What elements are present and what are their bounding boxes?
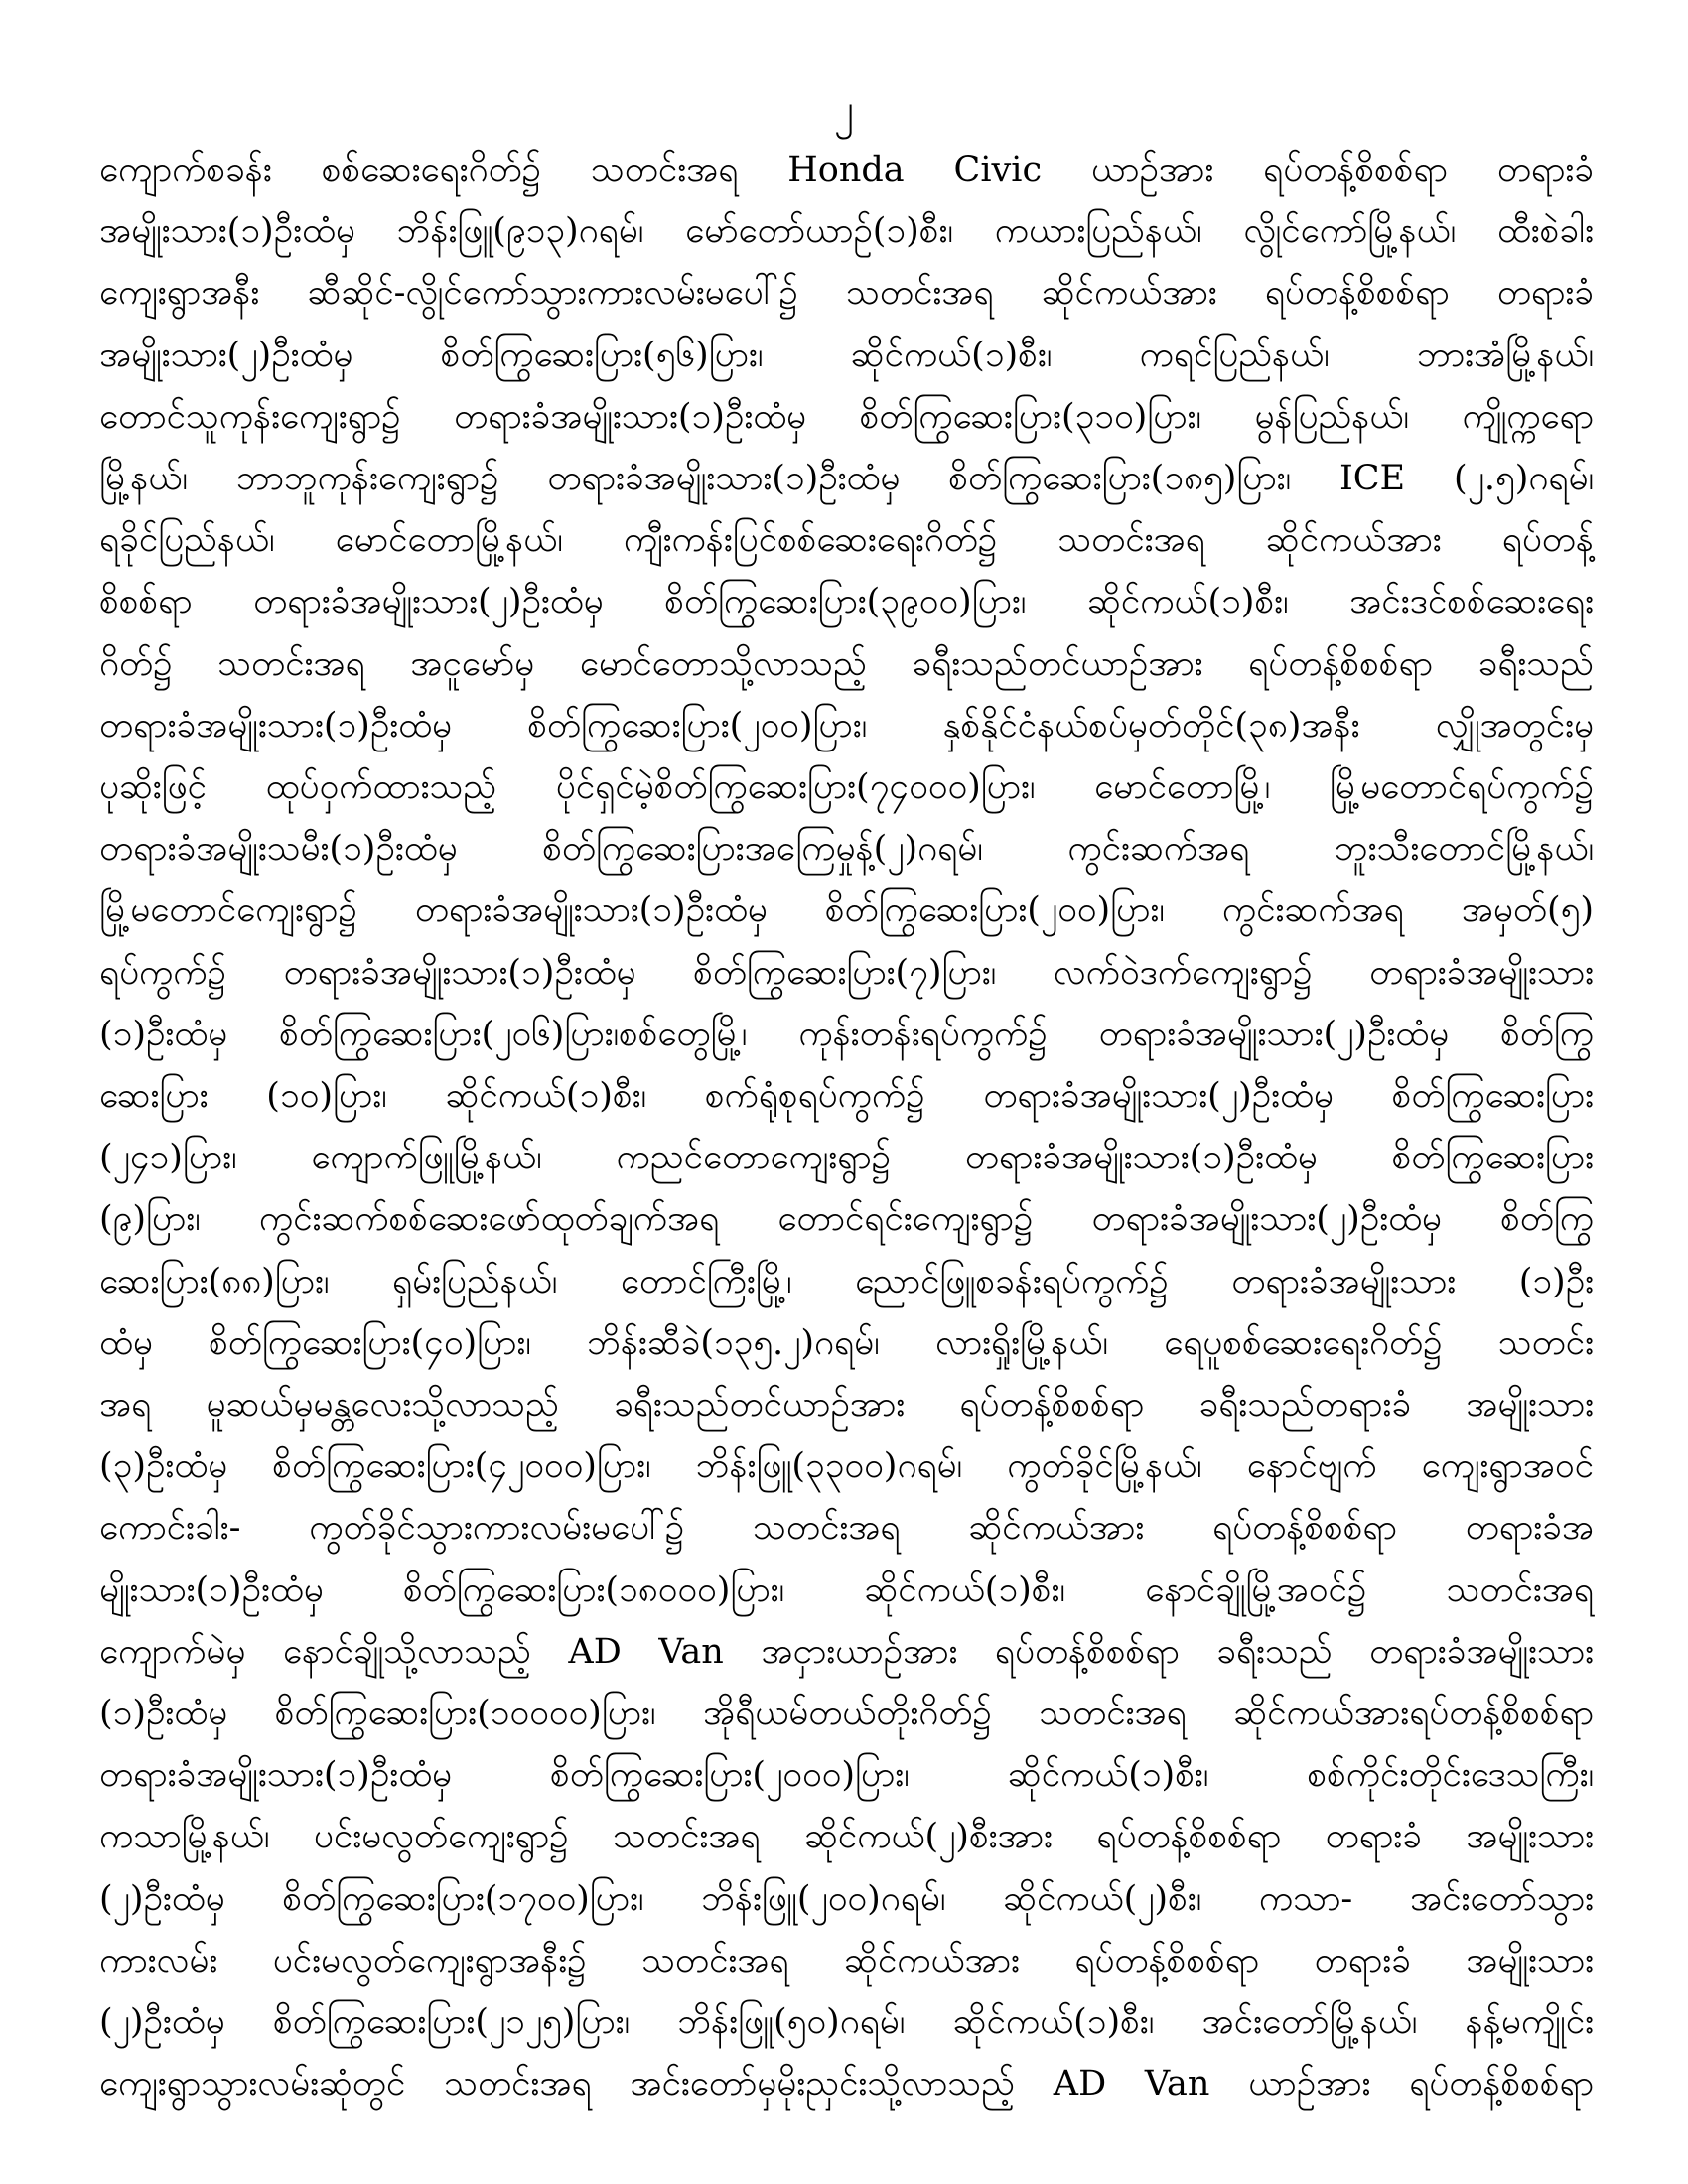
text-line: ပုဆိုးဖြင့် ထုပ်ဝှက်ထားသည့် ပိုင်ရှင်မဲ့စိတ်ကြွဆေးပြား(၇၄၀၀၀)ပြား၊ မောင်တောမြို့၊ မြို့မတောင်ရပ်ကွက်၌ (99, 767, 1594, 808)
text-line: ဆေးပြား (၁၀)ပြား၊ ဆိုင်ကယ်(၁)စီး၊ စက်ရုံစုရပ်ကွက်၌ တရားခံအမျိုးသား(၂)ဦးထံမှ စိတ်ကြွဆေးပြား (99, 1076, 1594, 1117)
text-line: မြို့နယ်၊ ဘာဘူကုန်းကျေးရွာ၌ တရားခံအမျိုးသား(၁)ဦးထံမှ စိတ်ကြွဆေးပြား(၁၈၅)ပြား၊ ICE (၂.၅)ဂရမ်၊ (99, 459, 1594, 499)
text-line: ကားလမ်း ပင်းမလွတ်ကျေးရွာအနီး၌ သတင်းအရ ဆိုင်ကယ်အား ရပ်တန့်စိစစ်ရာ တရားခံ အမျိုးသား (99, 1940, 1594, 1980)
text-line: ကျောက်မဲမှ နောင်ချိုသို့လာသည့် AD Van အငှားယာဉ်အား ရပ်တန့်စိစစ်ရာ ခရီးသည် တရားခံအမျိုးသား (99, 1631, 1594, 1672)
text-line: တရားခံအမျိုးသမီး(၁)ဦးထံမှ စိတ်ကြွဆေးပြားအကြေမှုန့်(၂)ဂရမ်၊ ကွင်းဆက်အရ ဘူးသီးတောင်မြို့နယ်၊ (99, 829, 1594, 870)
text-line: စိစစ်ရာ တရားခံအမျိုးသား(၂)ဦးထံမှ စိတ်ကြွဆေးပြား(၃၉၀၀)ပြား၊ ဆိုင်ကယ်(၁)စီး၊ အင်းဒင်စစ်ဆေးရေး (99, 582, 1594, 622)
text-line: (၂)ဦးထံမှ စိတ်ကြွဆေးပြား(၁၇၀၀)ပြား၊ ဘိန်းဖြူ(၂၀၀)ဂရမ်၊ ဆိုင်ကယ်(၂)စီး၊ ကသာ- အင်းတော်သွား (99, 1878, 1594, 1919)
text-line: တရားခံအမျိုးသား(၁)ဦးထံမှ စိတ်ကြွဆေးပြား(၂၀၀၀)ပြား၊ ဆိုင်ကယ်(၁)စီး၊ စစ်ကိုင်းတိုင်းဒေသကြီး၊ (99, 1755, 1594, 1796)
text-line: တရားခံအမျိုးသား(၁)ဦးထံမှ စိတ်ကြွဆေးပြား(၂၀၀)ပြား၊ နှစ်နိုင်ငံနယ်စပ်မှတ်တိုင်(၃၈)အနီး လျှိုအတွင်းမှ (99, 705, 1594, 746)
text-line: (၂၄၁)ပြား၊ ကျောက်ဖြူမြို့နယ်၊ ကညင်တောကျေးရွာ၌ တရားခံအမျိုးသား(၁)ဦးထံမှ စိတ်ကြွဆေးပြား (99, 1138, 1594, 1178)
text-line: (၁)ဦးထံမှ စိတ်ကြွဆေးပြား(၂၀၆)ပြား၊စစ်တွေမြို့၊ ကုန်းတန်းရပ်ကွက်၌ တရားခံအမျိုးသား(၂)ဦးထံမှ စိတ်ကြွ (99, 1014, 1594, 1054)
text-line: (၂)ဦးထံမှ စိတ်ကြွဆေးပြား(၂၁၂၅)ပြား၊ ဘိန်းဖြူ(၅၀)ဂရမ်၊ ဆိုင်ကယ်(၁)စီး၊ အင်းတော်မြို့နယ်၊ နန့်မကျိုင်း (99, 2002, 1594, 2043)
text-line: ကျေးရွာအနီး ဆီဆိုင်-လွိုင်ကော်သွားကားလမ်းမပေါ်၌ သတင်းအရ ဆိုင်ကယ်အား ရပ်တန့်စိစစ်ရာ တရားခံ (99, 273, 1594, 314)
text-line: ဆေးပြား(၈၈)ပြား၊ ရှမ်းပြည်နယ်၊ တောင်ကြီးမြို့၊ ညောင်ဖြူစခန်းရပ်ကွက်၌ တရားခံအမျိုးသား (၁)ဦး (99, 1261, 1594, 1301)
text-line: ဂိတ်၌ သတင်းအရ အငူမော်မှ မောင်တောသို့လာသည့် ခရီးသည်တင်ယာဉ်အား ရပ်တန့်စိစစ်ရာ ခရီးသည် (99, 643, 1594, 684)
text-line: မျိုးသား(၁)ဦးထံမှ စိတ်ကြွဆေးပြား(၁၈၀၀၀)ပြား၊ ဆိုင်ကယ်(၁)စီး၊ နောင်ချိုမြို့အဝင်၌ သတင်းအရ (99, 1570, 1594, 1610)
text-line: အမျိုးသား(၂)ဦးထံမှ စိတ်ကြွဆေးပြား(၅၆)ပြား၊ ဆိုင်ကယ်(၁)စီး၊ ကရင်ပြည်နယ်၊ ဘားအံမြို့နယ်၊ (99, 335, 1594, 375)
text-line: (၁)ဦးထံမှ စိတ်ကြွဆေးပြား(၁၀၀၀၀)ပြား၊ အိုရီယမ်တယ်တိုးဂိတ်၌ သတင်းအရ ဆိုင်ကယ်အားရပ်တန့်စိစစ်ရာ (99, 1694, 1594, 1734)
text-line: ကောင်းခါး- ကွတ်ခိုင်သွားကားလမ်းမပေါ်၌ သတင်းအရ ဆိုင်ကယ်အား ရပ်တန့်စိစစ်ရာ တရားခံအ (99, 1508, 1594, 1549)
text-line: တောင်သူကုန်းကျေးရွာ၌ တရားခံအမျိုးသား(၁)ဦးထံမှ စိတ်ကြွဆေးပြား(၃၁၀)ပြား၊ မွန်ပြည်နယ်၊ ကျိုက္ကရော (99, 396, 1594, 437)
body-text (99, 139, 1594, 2116)
page-number: ၂ (834, 86, 854, 132)
text-line: ရခိုင်ပြည်နယ်၊ မောင်တောမြို့နယ်၊ ကျီးကန်းပြင်စစ်ဆေးရေးဂိတ်၌ သတင်းအရ ဆိုင်ကယ်အား ရပ်တန့် (99, 520, 1594, 561)
text-line: ထံမှ စိတ်ကြွဆေးပြား(၄၀)ပြား၊ ဘိန်းဆီခဲ(၁၃၅.၂)ဂရမ်၊ လားရှိုးမြို့နယ်၊ ရေပူစစ်ဆေးရေးဂိတ်၌ သတင်း (99, 1322, 1594, 1363)
text-line: ရပ်ကွက်၌ တရားခံအမျိုးသား(၁)ဦးထံမှ စိတ်ကြွဆေးပြား(၇)ပြား၊ လက်ဝဲဒက်ကျေးရွာ၌ တရားခံအမျိုးသား (99, 952, 1594, 993)
text-line: (၉)ပြား၊ ကွင်းဆက်စစ်ဆေးဖော်ထုတ်ချက်အရ တောင်ရင်းကျေးရွာ၌ တရားခံအမျိုးသား(၂)ဦးထံမှ စိတ်ကြွ (99, 1199, 1594, 1240)
text-line: အရ မူဆယ်မှမန္တလေးသို့လာသည့် ခရီးသည်တင်ယာဉ်အား ရပ်တန့်စိစစ်ရာ ခရီးသည်တရားခံ အမျိုးသား (99, 1385, 1594, 1426)
text-line: (၃)ဦးထံမှ စိတ်ကြွဆေးပြား(၄၂၀၀၀)ပြား၊ ဘိန်းဖြူ(၃၃၀၀)ဂရမ်၊ ကွတ်ခိုင်မြို့နယ်၊ နောင်ဗျက် ကျေးရွာအဝင် (99, 1446, 1594, 1487)
text-line: မြို့မတောင်ကျေးရွာ၌ တရားခံအမျိုးသား(၁)ဦးထံမှ စိတ်ကြွဆေးပြား(၂၀၀)ပြား၊ ကွင်းဆက်အရ အမှတ်(၅) (99, 890, 1594, 931)
text-line: ကျေးရွာသွားလမ်းဆုံတွင် သတင်းအရ အင်းတော်မှမိုးညှင်းသို့လာသည့် AD Van ယာဉ်အား ရပ်တန့်စိစစ်ရာ (99, 2064, 1594, 2105)
text-line: ကသာမြို့နယ်၊ ပင်းမလွတ်ကျေးရွာ၌ သတင်းအရ ဆိုင်ကယ်(၂)စီးအား ရပ်တန့်စိစစ်ရာ တရားခံ အမျိုးသား (99, 1817, 1594, 1857)
text-line: အမျိုးသား(၁)ဦးထံမှ ဘိန်းဖြူ(၉၁၃)ဂရမ်၊ မော်တော်ယာဉ်(၁)စီး၊ ကယားပြည်နယ်၊ လွိုင်ကော်မြို့နယ်၊ ထီးစဲခါး (99, 211, 1594, 252)
text-line: ကျောက်စခန်း စစ်ဆေးရေးဂိတ်၌ သတင်းအရ Honda Civic ယာဉ်အား ရပ်တန့်စိစစ်ရာ တရားခံ (99, 150, 1594, 190)
